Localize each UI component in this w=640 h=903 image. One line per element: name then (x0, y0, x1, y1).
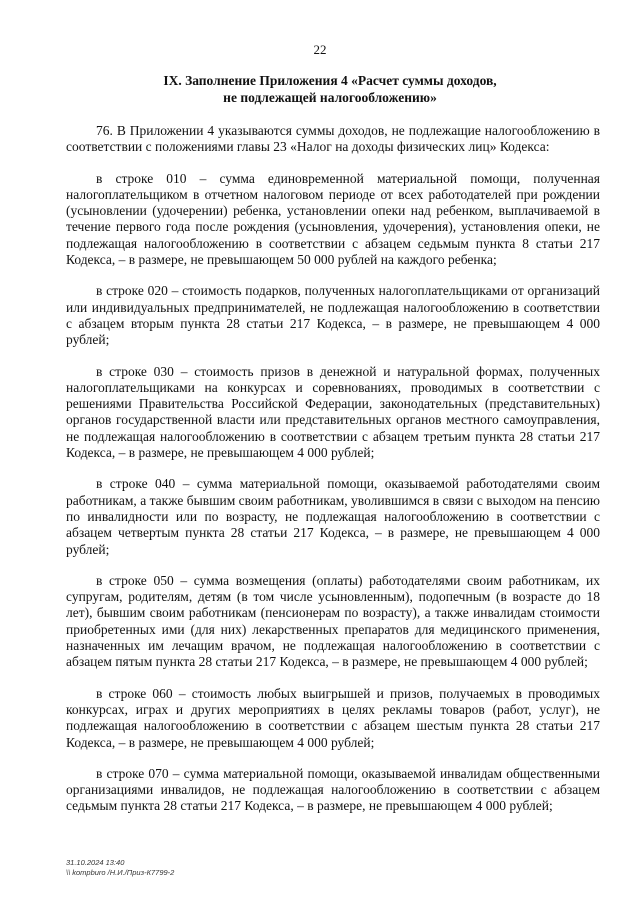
paragraph-intro: 76. В Приложении 4 указываются суммы доходов, не подлежащие налогообложению в соответствии с положениями главы 23 «Налог на доходы физических лиц» Кодекса: (66, 123, 600, 155)
paragraph-line-030: в строке 030 – стоимость призов в денежной и натуральной формах, полученных налогоплательщиками на конкурсах и соревнованиях, проводимых в соответствии с решениями Правительства Российской Федерации, законодательных (представительных) органов государственной власти или представительных органов местного самоуправления, не подлежащая налогообложению в соответствии с абзацем третьим пункта 28 статьи 217 Кодекса, – в размере, не превышающем 4 000 рублей; (66, 363, 600, 461)
paragraph-line-020: в строке 020 – стоимость подарков, полученных налогоплательщиками от организаций или индивидуальных предпринимателей, не подлежащая налогообложению в соответствии с абзацем вторым пункта 28 статьи 217 Кодекса, – в размере, не превышающем 4 000 рублей; (66, 283, 600, 348)
paragraph-line-010: в строке 010 – сумма единовременной материальной помощи, полученная налогоплательщиком в отчетном налоговом периоде от всех работодателей при рождении (усыновлении (удочерении) ребенка, установлении опеки над ребенком, выплачиваемой в течение первого года после рождения (усыновления, удочерения), установления опеки, не подлежащая налогообложению в соответствии с абзацем седьмым пункта 8 статьи 217 Кодекса, – в размере, не превышающем 50 000 рублей на каждого ребенка; (66, 170, 600, 268)
paragraph-line-040: в строке 040 – сумма материальной помощи, оказываемой работодателями своим работникам, а также бывшим своим работникам, уволившимся в связи с выходом на пенсию по инвалидности или по возрасту, не подлежащая налогообложению в соответствии с абзацем четвертым пункта 28 статьи 217 Кодекса, – в размере, не превышающем 4 000 рублей; (66, 476, 600, 557)
footer-timestamp: 31.10.2024 13:40 (66, 858, 125, 867)
document-footer (66, 858, 174, 878)
section-heading-line-2: не подлежащей налогообложению» (223, 90, 437, 105)
paragraph-line-050: в строке 050 – сумма возмещения (оплаты) работодателями своим работникам, их супругам, родителям, детям (в том числе усыновленным), подопечным (в возрасте до 18 лет), бывшим своим работникам (пенсионерам по возрасту), а также инвалидам стоимости приобретенных ими (для них) лекарственных препаратов для медицинского применения, назначенных им лечащим врачом, не подлежащая налогообложению в соответствии с абзацем пятым пункта 28 статьи 217 Кодекса, – в размере, не превышающем 4 000 рублей; (66, 572, 600, 670)
section-heading-line-1: IX. Заполнение Приложения 4 «Расчет суммы доходов, (163, 73, 497, 88)
paragraph-line-060: в строке 060 – стоимость любых выигрышей и призов, получаемых в проводимых конкурсах, играх и других мероприятиях в целях рекламы товаров (работ, услуг), не подлежащая налогообложению в соответствии с абзацем шестым пункта 28 статьи 217 Кодекса, – в размере, не превышающем 4 000 рублей; (66, 685, 600, 750)
paragraph-line-070: в строке 070 – сумма материальной помощи, оказываемой инвалидам общественными организациями инвалидов, не подлежащая налогообложению в соответствии с абзацем седьмым пункта 28 статьи 217 Кодекса, – в размере, не превышающем 4 000 рублей; (66, 765, 600, 814)
footer-file-path: \\ kompburo /Н.И./Приз-К7799-2 (66, 868, 175, 877)
section-heading (60, 72, 600, 106)
document-body (66, 123, 600, 830)
page-number: 22 (313, 42, 327, 57)
